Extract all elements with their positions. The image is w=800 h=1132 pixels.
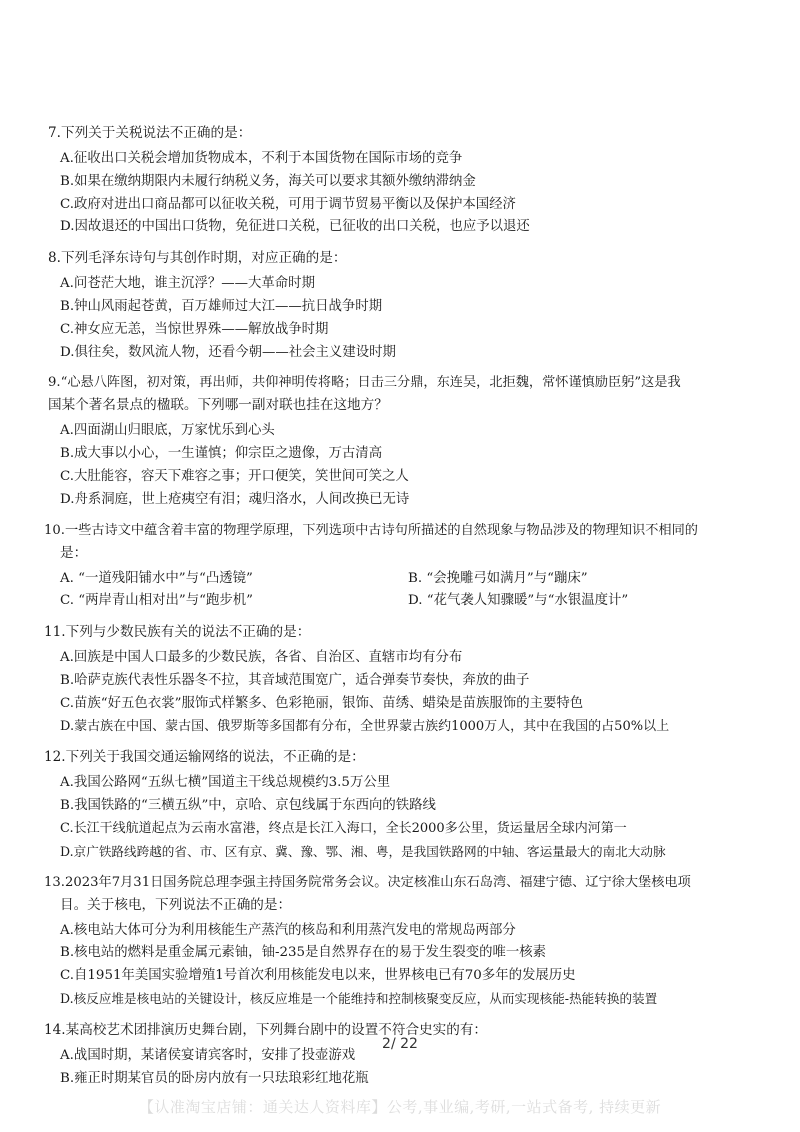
option-d: D. “花气袭人知骤暖”与“水银温度计” xyxy=(408,593,629,609)
question-12 xyxy=(0,746,800,863)
question-9 xyxy=(0,372,800,511)
question-title: 12.下列关于我国交通运输网络的说法，不正确的是： xyxy=(44,749,365,766)
option-c: C.自1951年美国实验增殖1号首次利用核能发电以来，世界核电已有70多年的发展历史 xyxy=(60,968,576,984)
option-d: D.舟系洞庭，世上疮痍空有泪；魂归洛水，人间改换已无诗 xyxy=(60,491,410,507)
question-title-line-2: 国某个著名景点的楹联。下列哪一副对联也挂在这地方？ xyxy=(48,397,388,414)
option-b: B.哈萨克族代表性乐器冬不拉，其音域范围宽广，适合弹奏节奏快，奔放的曲子 xyxy=(60,672,530,688)
question-11 xyxy=(0,621,800,738)
question-title: 11.下列与少数民族有关的说法不正确的是： xyxy=(44,624,311,641)
option-a: A.核电站大体可分为利用核能生产蒸汽的核岛和利用蒸汽发电的常规岛两部分 xyxy=(60,922,516,938)
option-a: A.征收出口关税会增加货物成本，不利于本国货物在国际市场的竞争 xyxy=(60,151,463,166)
option-b: B.我国铁路的“三横五纵”中，京哈、京包线属于东西向的铁路线 xyxy=(60,798,436,814)
option-c: C.神女应无恙，当惊世界殊——解放战争时期 xyxy=(60,321,329,337)
option-b: B.雍正时期某官员的卧房内放有一只珐琅彩红地花瓶 xyxy=(60,1070,369,1086)
question-title-line-1: 9.“心悬八阵图，初对策，再出师，共仰神明传将略；日击三分鼎，东连吴，北拒魏，常怀谨慎励臣躬”这是我 xyxy=(48,375,681,391)
question-14 xyxy=(0,1019,800,1091)
option-d: D.京广铁路线跨越的省、市、区有京、冀、豫、鄂、湘、粤，是我国铁路网的中轴、客运量最大的南北大动脉 xyxy=(60,843,666,859)
option-b: B.成大事以小心，一生谨慎；仰宗臣之遗像，万古清高 xyxy=(60,446,383,462)
page-number: 2/ 22 xyxy=(382,1036,418,1052)
question-list xyxy=(0,122,800,1090)
question-title-line-2: 是： xyxy=(60,544,88,561)
option-c: C.长江干线航道起点为云南水富港，终点是长江入海口，全长2000多公里，货运量居全球内河第一 xyxy=(60,820,627,836)
option-b: B.核电站的燃料是重金属元素铀，铀-235是自然界存在的易于发生裂变的唯一核素 xyxy=(60,945,547,961)
question-title-line-2: 目。关于核电，下列说法不正确的是： xyxy=(60,896,292,913)
watermark-text: 【认准淘宝店铺：通关达人资料库】公考,事业编,考研,一站式备考, 持续更新 xyxy=(138,1098,662,1116)
option-a: A. “一道残阳铺水中”与“凸透镜” xyxy=(60,570,253,586)
question-7 xyxy=(0,122,800,239)
option-a: A.我国公路网“五纵七横”国道主干线总规模约3.5万公里 xyxy=(60,775,391,791)
option-a: A.四面湖山归眼底，万家忧乐到心头 xyxy=(60,423,275,439)
option-a: A.回族是中国人口最多的少数民族，各省、自治区、直辖市均有分布 xyxy=(60,650,463,666)
option-d: D.俱往矣，数风流人物，还看今朝——社会主义建设时期 xyxy=(60,344,396,360)
option-d: D.蒙古族在中国、蒙古国、俄罗斯等多国都有分布，全世界蒙古族约1000万人，其中在我国的占50%以上 xyxy=(60,718,670,734)
option-b: B.钟山风雨起苍黄，百万雄师过大江——抗日战争时期 xyxy=(60,298,383,314)
option-d: D.因故退还的中国出口货物，免征进口关税，已征收的出口关税，也应予以退还 xyxy=(60,219,530,235)
question-8 xyxy=(0,247,800,364)
option-c: C. “两岸青山相对出”与“跑步机” xyxy=(60,593,253,609)
question-title-line-1: 13.2023年7月31日国务院总理李强主持国务院常务会议。决定核准山东石岛湾、福建宁德、辽宁徐大堡核电项 xyxy=(44,874,691,890)
option-a: A.战国时期，某诸侯宴请宾客时，安排了投壶游戏 xyxy=(60,1047,356,1063)
option-b: B.如果在缴纳期限内未履行纳税义务，海关可以要求其额外缴纳滞纳金 xyxy=(60,173,476,189)
option-c: C.大肚能容，容天下难容之事；开口便笑，笑世间可笑之人 xyxy=(60,468,409,484)
question-title: 14.某高校艺术团排演历史舞台剧，下列舞台剧中的设置不符合史实的有： xyxy=(44,1021,488,1038)
question-title: 8.下列毛泽东诗句与其创作时期，对应正确的是： xyxy=(48,250,347,267)
option-d: D.核反应堆是核电站的关键设计，核反应堆是一个能维持和控制核聚变反应，从而实现核能-热能转换的装置 xyxy=(60,990,658,1006)
question-title: 7.下列关于关税说法不正确的是： xyxy=(48,125,252,141)
question-13 xyxy=(0,872,800,1011)
question-10 xyxy=(0,520,800,614)
option-c: C.苗族“好五色衣裳”服饰式样繁多、色彩艳丽，银饰、苗绣、蜡染是苗族服饰的主要特色 xyxy=(60,695,584,711)
question-title-line-1: 10.一些古诗文中蕴含着丰富的物理学原理，下列选项中古诗句所描述的自然现象与物品涉及的物理知识不相同的 xyxy=(44,522,698,538)
option-a: A.问苍茫大地，谁主沉浮？——大革命时期 xyxy=(60,276,315,292)
option-c: C.政府对进出口商品都可以征收关税，可用于调节贸易平衡以及保护本国经济 xyxy=(60,196,516,212)
option-b: B. “会挽雕弓如满月”与“蹦床” xyxy=(408,570,588,586)
